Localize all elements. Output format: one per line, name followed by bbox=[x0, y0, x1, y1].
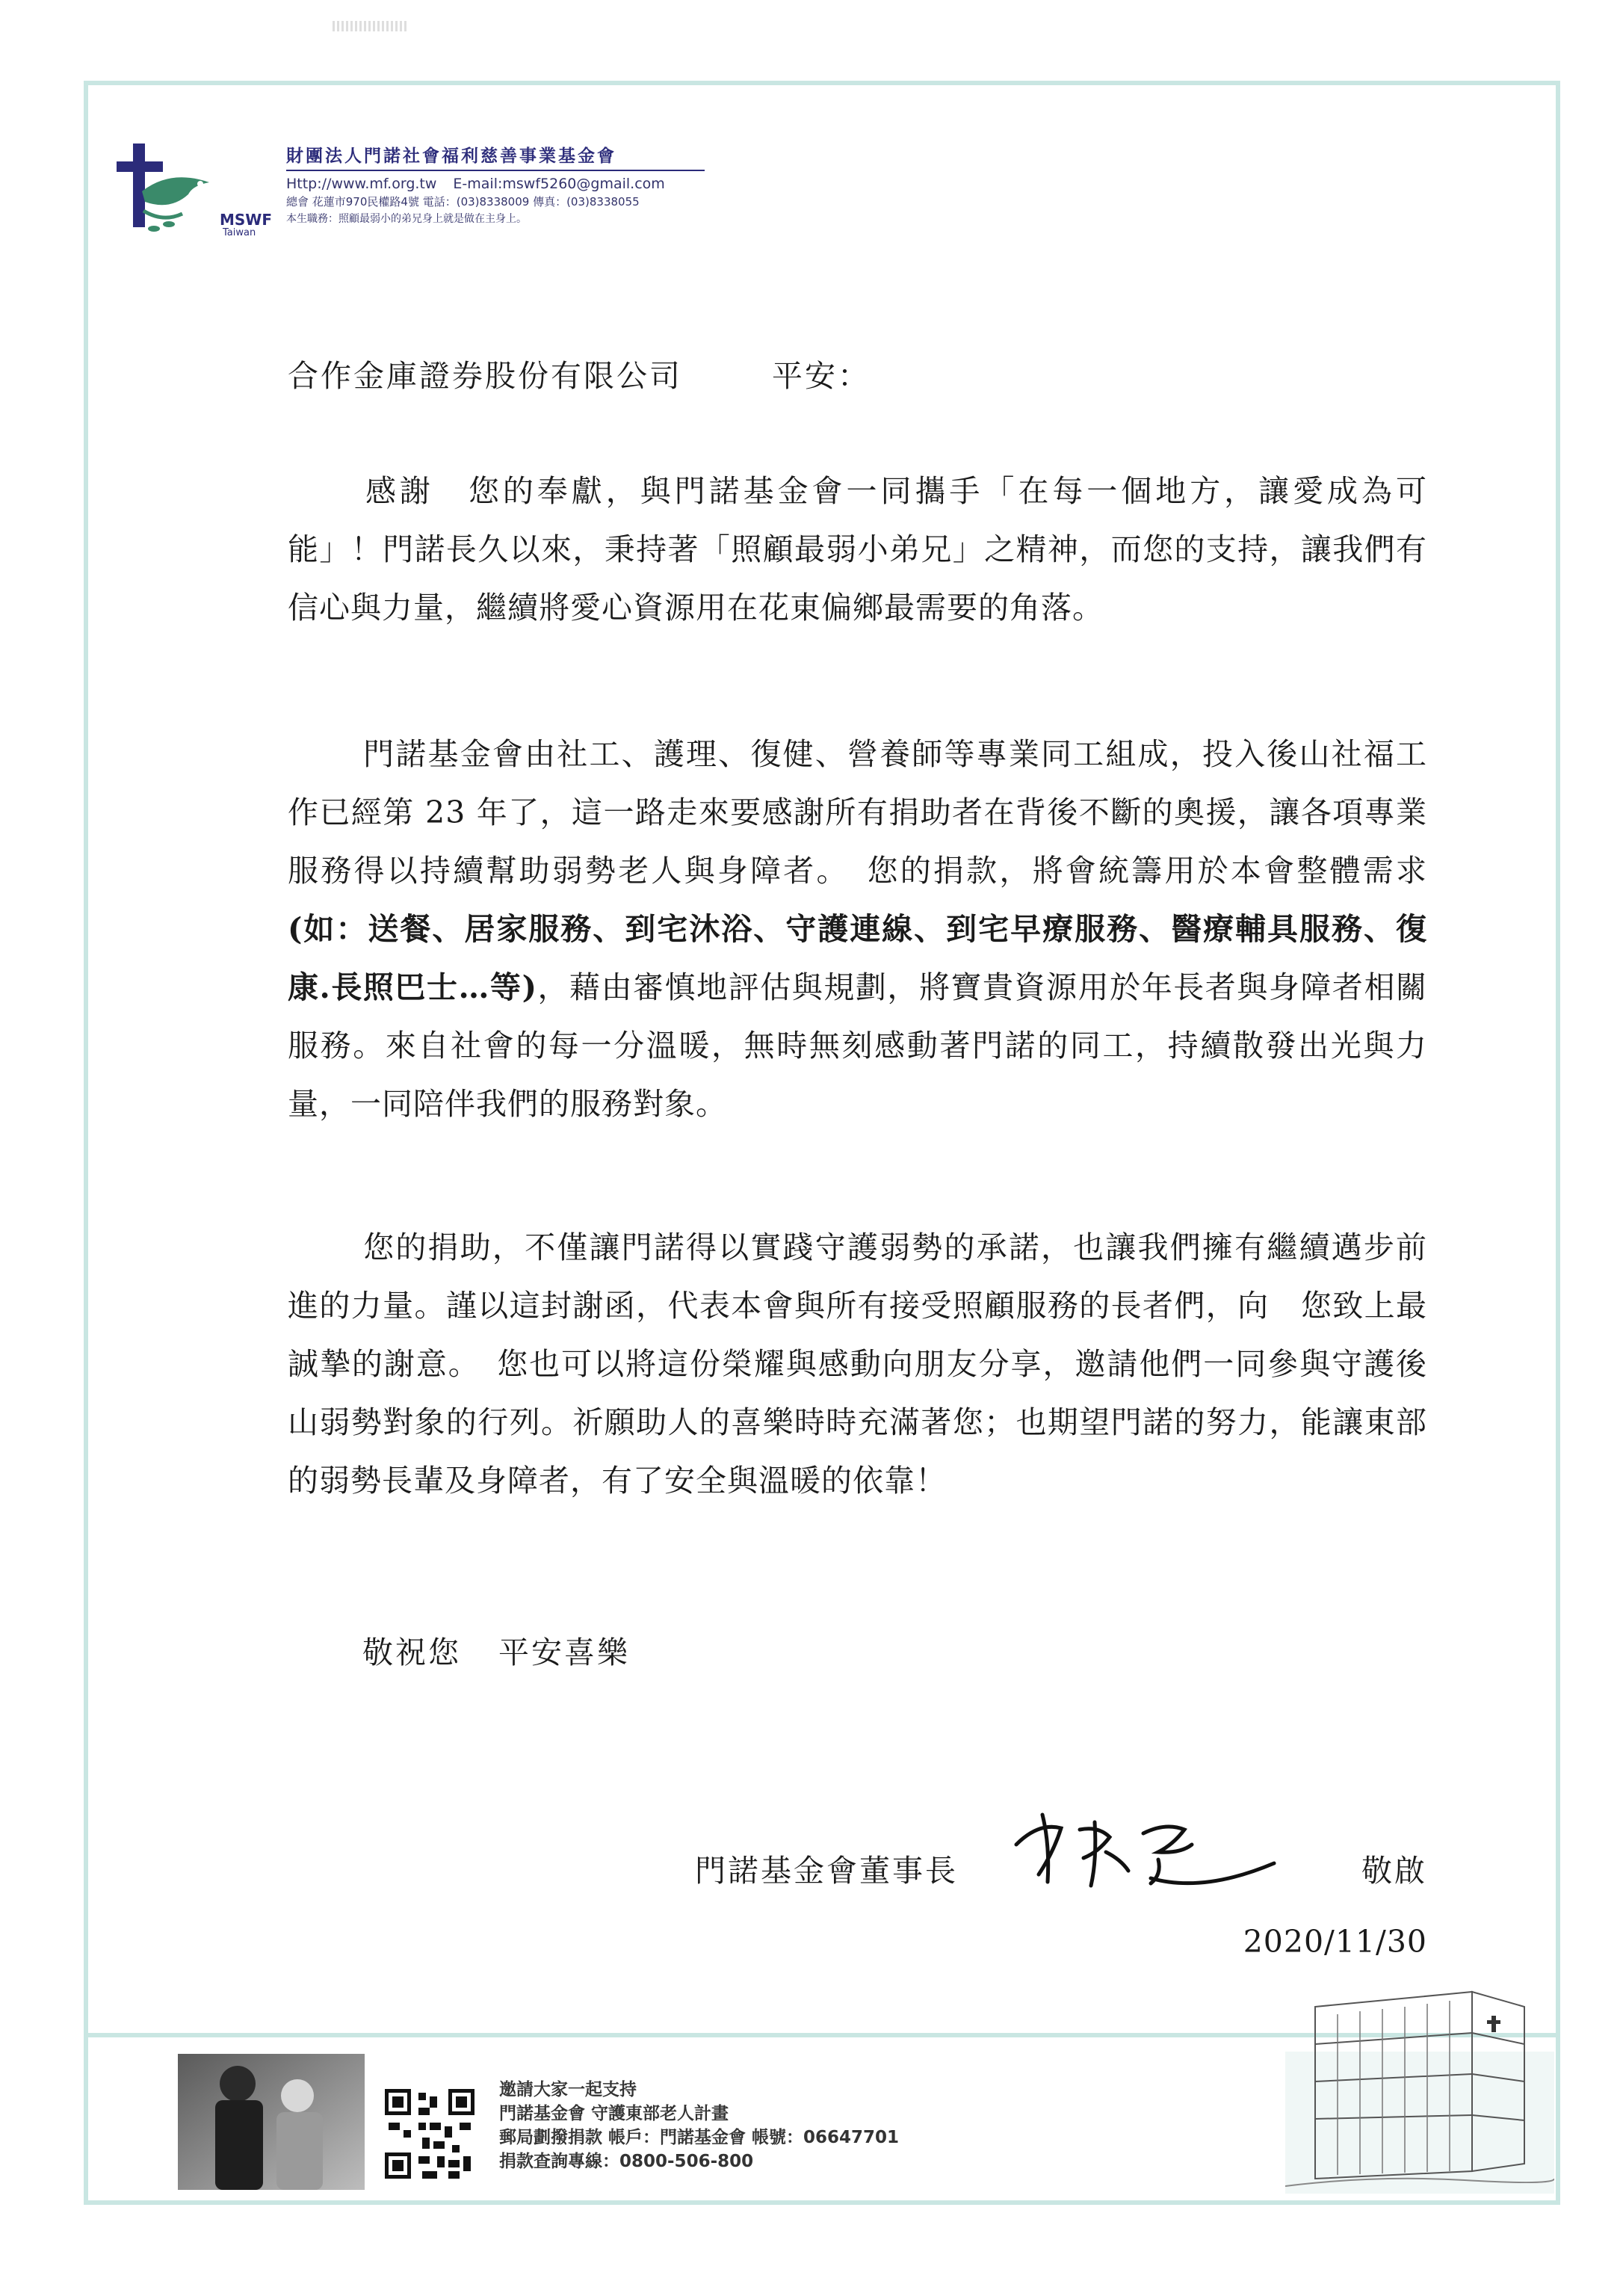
footer-program: 門諾基金會 守護東部老人計畫 bbox=[499, 2104, 729, 2123]
respect-mark: 敬啟 bbox=[1361, 1853, 1427, 1889]
letterhead bbox=[111, 139, 858, 259]
org-name: 財團法人門諾社會福利慈善事業基金會 bbox=[286, 142, 705, 171]
paragraph-3 bbox=[288, 1218, 1427, 1510]
signer-title: 門諾基金會董事長 bbox=[695, 1853, 958, 1889]
letter-date: 2020/11/30 bbox=[1243, 1924, 1427, 1960]
closing bbox=[362, 1628, 630, 1672]
recipient-name: 合作金庫證券股份有限公司 bbox=[288, 358, 682, 394]
org-email-link[interactable]: E-mail:mswf5260@gmail.com bbox=[453, 176, 665, 192]
closing-phrase: 敬祝您 bbox=[362, 1635, 461, 1670]
closing-wish: 平安喜樂 bbox=[498, 1635, 630, 1670]
qr-code-icon[interactable] bbox=[381, 2085, 478, 2182]
elderly-photo-image bbox=[178, 2054, 365, 2190]
org-info bbox=[286, 139, 854, 227]
logo-subtext: Taiwan bbox=[223, 227, 256, 238]
salutation bbox=[288, 351, 871, 395]
mswf-logo bbox=[111, 139, 282, 244]
building-sketch-image bbox=[1285, 1962, 1554, 2194]
cross-dove-icon bbox=[111, 139, 223, 244]
footer-invite: 邀請大家一起支持 bbox=[499, 2080, 637, 2099]
paragraph-2-text-a: 門諾基金會由社工、護理、復健、營養師等專業同工組成，投入後山社福工作已經第 23 年了，這一路走來要感謝所有捐助者在背後不斷的奧援，讓各項專業服務得以持續幫助弱勢老人與身障者。 您的捐款，將會統籌用於本會整體需求 bbox=[288, 736, 1427, 889]
org-website-link[interactable]: Http://www.mf.org.tw bbox=[286, 176, 437, 192]
org-address: 總會 花蓮市970民權路4號 電話：(03)8338009 傳真：(03)8338055 bbox=[286, 195, 640, 209]
paragraph-3-text: 您的捐助，不僅讓門諾得以實踐守護弱勢的承諾，也讓我們擁有繼續邁步前進的力量。謹以這封謝函，代表本會與所有接受照顧服務的長者們，向 您致上最誠摯的謝意。 您也可以將這份榮耀與感動向朋友分享，邀請他們一同參與守護後山弱勢對象的行列。祈願助人的喜樂時時充滿著您；也期望門諾的努力，能讓東部的弱勢長輩及身障者，有了安全與溫暖的依靠！ bbox=[288, 1229, 1427, 1499]
footer-hotline: 捐款查詢專線：0800-506-800 bbox=[499, 2152, 754, 2171]
footer-account: 郵局劃撥捐款 帳戶：門諾基金會 帳號：06647701 bbox=[499, 2128, 900, 2147]
org-motto: 本生職務：照顧最弱小的弟兄身上就是做在主身上。 bbox=[286, 213, 527, 225]
paragraph-1-text: 感謝 您的奉獻，與門諾基金會一同攜手「在每一個地方，讓愛成為可能」！門諾長久以來，秉持著「照顧最弱小弟兄」之精神，而您的支持，讓我們有信心與力量，繼續將愛心資源用在花東偏鄉最需要的角落。 bbox=[288, 473, 1427, 626]
greeting: 平安： bbox=[772, 358, 871, 394]
handwritten-signature bbox=[1009, 1800, 1278, 1897]
paragraph-2-services: (如：送餐、居家服務、到宅沐浴、守護連線、到宅早療服務、醫療輔具服務、復康.長照巴士…等) bbox=[288, 911, 1427, 1005]
scan-artifact bbox=[333, 21, 407, 31]
paragraph-2 bbox=[288, 725, 1427, 1133]
logo-text: MSWF bbox=[220, 211, 273, 229]
org-contact-line bbox=[286, 176, 854, 192]
signature-block bbox=[695, 1815, 1427, 1897]
paragraph-1 bbox=[288, 462, 1427, 637]
paragraph-2-text-b: ，藉由審慎地評估與規劃，將寶貴資源用於年長者與身障者相關服務。來自社會的每一分溫暖，無時無刻感動著門諾的同工，持續散發出光與力量，一同陪伴我們的服務對象。 bbox=[288, 969, 1427, 1122]
donation-info bbox=[499, 2078, 899, 2173]
